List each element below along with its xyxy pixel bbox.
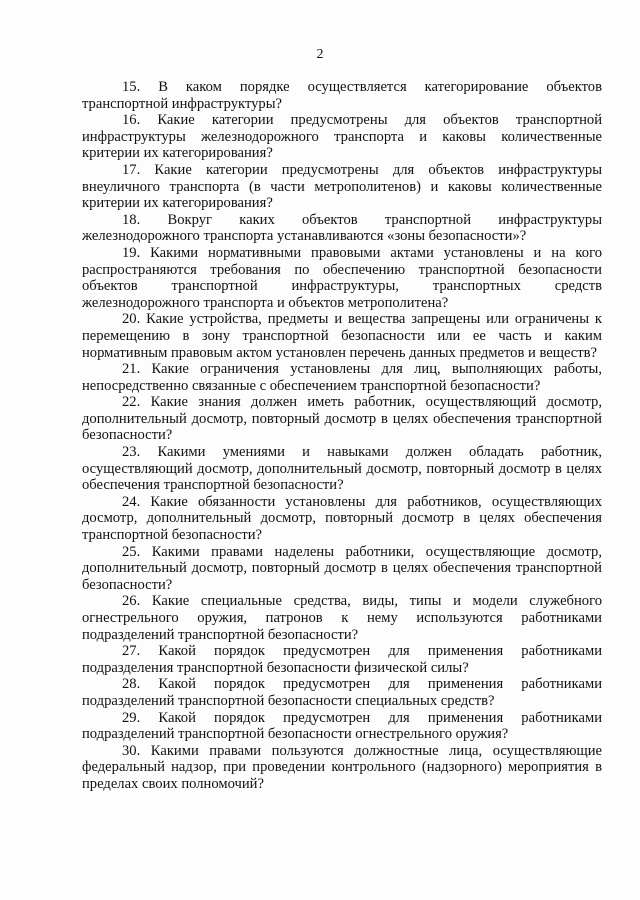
question-number: 21 .	[122, 361, 152, 377]
question-item	[82, 361, 602, 394]
question-item	[82, 710, 602, 743]
question-number: 20 .	[122, 311, 146, 327]
question-number: 15 .	[122, 79, 158, 95]
question-text: Какие обязанности установлены для работников, осуществляющих досмотр, дополнительный досмотр, повторный досмотр в целях обеспечения транспортной безопасности?	[82, 493, 602, 544]
question-number: 17 .	[122, 162, 154, 178]
question-item	[82, 593, 602, 643]
question-item	[82, 79, 602, 112]
question-text: Какие специальные средства, виды, типы и модели служебного огнестрельного оружия, патронов к нему используются работниками подразделений транспортной безопасности?	[82, 593, 602, 643]
question-text: Какие знания должен иметь работник, осуществляющий досмотр, дополнительный досмотр, повторный досмотр в целях обеспечения транспортной безопасности?	[82, 394, 602, 444]
question-number: 30 .	[122, 743, 151, 759]
question-item	[82, 112, 602, 162]
question-text: Какой порядок предусмотрен для применения работниками подразделений транспортной безопасности огнестрельного оружия?	[82, 709, 602, 743]
question-text: Какие ограничения установлены для лиц, выполняющих работы, непосредственно связанные с обеспечением транспортной безопасности?	[82, 361, 602, 394]
question-text: Какими нормативными правовыми актами установлены и на кого распространяются требования по обеспечению транспортной безопасности объектов транспортной инфраструктуры, транспортных средств железнодорожного транспорта и объектов метрополитена?	[82, 244, 602, 311]
question-item	[82, 676, 602, 709]
question-item	[82, 494, 602, 544]
question-item	[82, 643, 602, 676]
question-item	[82, 743, 602, 793]
question-number: 28 .	[122, 676, 158, 692]
question-item	[82, 394, 602, 444]
question-item	[82, 245, 602, 311]
question-text: Вокруг каких объектов транспортной инфраструктуры железнодорожного транспорта устанавливаются «зоны безопасности»?	[82, 211, 602, 245]
page-number: 2	[316, 47, 324, 62]
question-text: В каком порядке осуществляется категорирование объектов транспортной инфраструктуры?	[82, 79, 602, 112]
question-number: 19 .	[122, 245, 150, 261]
question-text: Какой порядок предусмотрен для применения работниками подразделения транспортной безопасности физической силы?	[82, 643, 602, 676]
question-list	[82, 79, 602, 793]
question-number: 29 .	[122, 710, 158, 726]
question-number: 24 .	[122, 494, 150, 510]
question-number: 26 .	[122, 593, 152, 609]
question-item	[82, 212, 602, 245]
question-item	[82, 162, 602, 212]
question-text: Какие категории предусмотрены для объектов транспортной инфраструктуры железнодорожного транспорта и каковы количественные критерии их категорирования?	[82, 112, 603, 162]
question-number: 22 .	[122, 394, 151, 410]
question-text: Какими правами наделены работники, осуществляющие досмотр, дополнительный досмотр, повторный досмотр в целях обеспечения транспортной безопасности?	[82, 543, 602, 593]
question-item	[82, 544, 602, 594]
question-text: Какими умениями и навыками должен обладать работник, осуществляющий досмотр, дополнительный досмотр, повторный досмотр в целях обеспечения транспортной безопасности?	[82, 444, 602, 494]
question-item	[82, 311, 602, 361]
question-text: Какие устройства, предметы и вещества запрещены или ограничены к перемещению в зону транспортной безопасности или ее часть и каким нормативным правовым актом установлен перечень данных предметов и веществ?	[82, 311, 603, 361]
question-number: 18 .	[122, 212, 167, 228]
question-number: 27 .	[122, 643, 158, 659]
question-text: Какой порядок предусмотрен для применения работниками подразделений транспортной безопасности специальных средств?	[82, 676, 602, 709]
question-number: 16 .	[122, 112, 157, 128]
question-item	[82, 444, 602, 494]
question-number: 23 .	[122, 444, 157, 460]
question-text: Какие категории предусмотрены для объектов инфраструктуры внеуличного транспорта (в части метрополитенов) и каковы количественные критерии их категорирования?	[82, 161, 602, 212]
question-number: 25 .	[122, 544, 152, 560]
question-text: Какими правами пользуются должностные лица, осуществляющие федеральный надзор, при проведении контрольного (надзорного) мероприятия в пределах своих полномочий?	[82, 742, 603, 792]
